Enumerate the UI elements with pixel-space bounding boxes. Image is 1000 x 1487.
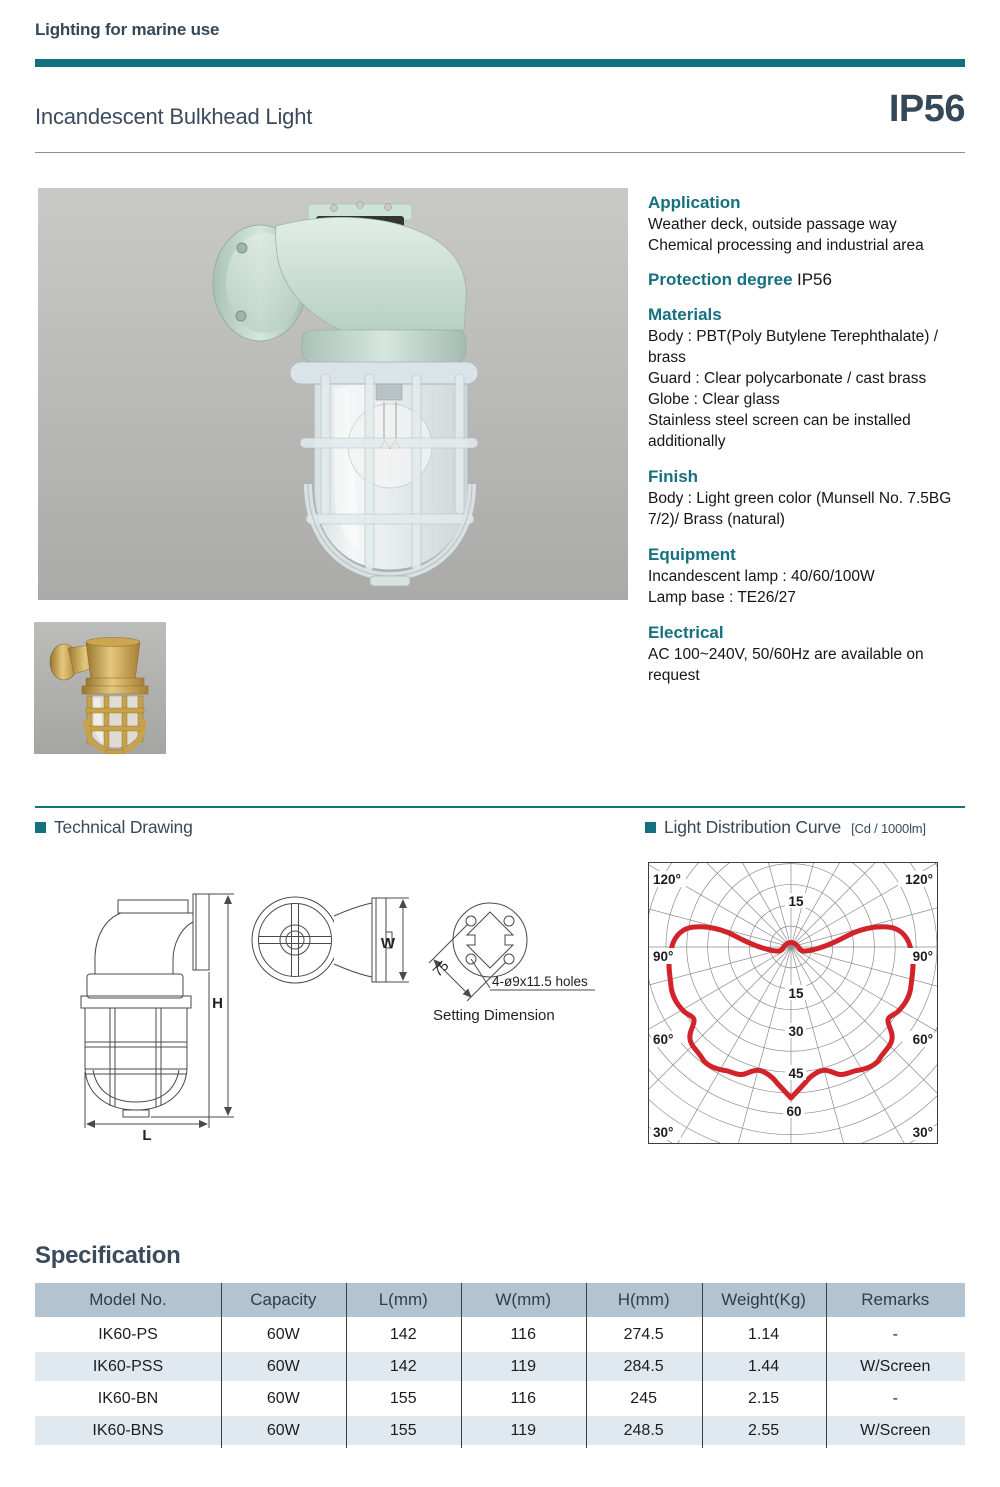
dim-label-l: L: [142, 1127, 152, 1144]
guard-ring: [300, 438, 478, 448]
square-bullet-icon: [645, 822, 656, 833]
col-h: H(mm): [586, 1283, 702, 1320]
cell: 2.15: [702, 1384, 826, 1416]
table-column-divider: [461, 1283, 462, 1448]
product-photo-green: [38, 188, 628, 600]
page-title: Incandescent Bulkhead Light: [35, 104, 313, 129]
cell: W/Screen: [825, 1416, 965, 1448]
cell: 60W: [221, 1384, 346, 1416]
cell: 248.5: [586, 1416, 702, 1448]
col-l: L(mm): [346, 1283, 461, 1320]
col-w: W(mm): [461, 1283, 586, 1320]
lamp-base: [376, 384, 402, 400]
tick-15-top: 15: [788, 894, 804, 909]
angle-30-right: 30°: [912, 1125, 933, 1140]
guard-foot: [370, 576, 410, 586]
cell: IK60-PS: [35, 1320, 221, 1352]
technical-drawing-heading: [35, 817, 193, 838]
cell: 1.44: [702, 1352, 826, 1384]
table-column-divider: [346, 1283, 347, 1448]
heading-text: Technical Drawing: [54, 817, 193, 837]
cell: 2.55: [702, 1416, 826, 1448]
guard-ring: [306, 514, 474, 524]
cell: 60W: [221, 1320, 346, 1352]
light-distribution-chart: [648, 862, 938, 1144]
cell: 142: [346, 1320, 461, 1352]
detail-line: Incandescent lamp : 40/60/100W: [648, 568, 875, 585]
cell: 1.14: [702, 1320, 826, 1352]
angle-90-left: 90°: [653, 949, 674, 964]
tick-45: 45: [788, 1066, 804, 1081]
section-electrical: [648, 622, 966, 686]
tick-15: 15: [788, 986, 804, 1001]
angle-120-left: 120°: [653, 872, 681, 887]
mount-screw: [236, 311, 246, 321]
section-materials: [648, 304, 966, 452]
angle-120-right: 120°: [905, 872, 933, 887]
cell: 116: [461, 1320, 586, 1352]
cell: 119: [461, 1352, 586, 1384]
table-column-divider: [826, 1283, 827, 1448]
mount-screw: [237, 243, 247, 253]
cell: 119: [461, 1416, 586, 1448]
cell: 116: [461, 1384, 586, 1416]
guard-top-ring: [290, 362, 478, 384]
neck-flange: [302, 330, 466, 362]
section-heading: Electrical: [648, 623, 724, 642]
cell: 60W: [221, 1416, 346, 1448]
col-remarks: Remarks: [825, 1283, 965, 1320]
detail-line: AC 100~240V, 50/60Hz are available on request: [648, 646, 924, 684]
section-divider: [35, 806, 965, 808]
tick-60: 60: [786, 1104, 802, 1119]
cell: 245: [586, 1384, 702, 1416]
angle-90-right: 90°: [912, 949, 933, 964]
angle-60-left: 60°: [653, 1032, 674, 1047]
section-heading: Equipment: [648, 545, 736, 564]
heading-text: Light Distribution Curve: [664, 817, 842, 837]
detail-line: Lamp base : TE26/27: [648, 589, 796, 606]
col-capacity: Capacity: [221, 1283, 346, 1320]
holes-note: 4-ø9x11.5 holes: [492, 974, 588, 989]
detail-line: Body : Light green color (Munsell No. 7.5BG 7/2)/ Brass (natural): [648, 490, 952, 528]
dim-label-h: H: [212, 995, 223, 1012]
cell: -: [825, 1384, 965, 1416]
light-distribution-heading: [645, 817, 926, 838]
cell: 274.5: [586, 1320, 702, 1352]
section-heading: Protection degree: [648, 270, 793, 289]
col-model: Model No.: [35, 1283, 221, 1320]
cell: IK60-BNS: [35, 1416, 221, 1448]
section-application: [648, 192, 966, 256]
angle-60-right: 60°: [912, 1032, 933, 1047]
setting-dimension-caption: Setting Dimension: [433, 1007, 555, 1024]
technical-drawing: [35, 856, 620, 1146]
section-protection-degree: [648, 270, 966, 290]
specification-heading: Specification: [35, 1242, 181, 1269]
cell: 284.5: [586, 1352, 702, 1384]
dim-label-pitch: 75: [429, 957, 452, 980]
cell: W/Screen: [825, 1352, 965, 1384]
cell: 155: [346, 1384, 461, 1416]
header-accent-bar: [35, 59, 965, 67]
detail-line: Guard : Clear polycarbonate / cast brass: [648, 370, 927, 387]
tick-30: 30: [788, 1024, 804, 1039]
col-weight: Weight(Kg): [702, 1283, 826, 1320]
section-finish: [648, 466, 966, 530]
table-column-divider: [702, 1283, 703, 1448]
specification-table-wrap: [35, 1283, 965, 1448]
detail-line: Stainless steel screen can be installed additionally: [648, 412, 911, 450]
cell: 155: [346, 1416, 461, 1448]
section-equipment: [648, 544, 966, 608]
cell: 60W: [221, 1352, 346, 1384]
product-photo-brass: [34, 622, 166, 754]
cell: IK60-PSS: [35, 1352, 221, 1384]
cell: 142: [346, 1352, 461, 1384]
section-heading: Application: [648, 193, 741, 212]
section-heading: Materials: [648, 305, 722, 324]
table-column-divider: [221, 1283, 222, 1448]
product-details: [648, 192, 966, 700]
cell: IK60-BN: [35, 1384, 221, 1416]
detail-line: Globe : Clear glass: [648, 391, 780, 408]
curve-unit-label: [Cd / 1000lm]: [851, 821, 926, 836]
angle-30-left: 30°: [653, 1125, 674, 1140]
protection-degree-value: IP56: [797, 270, 832, 289]
protection-class-badge: IP56: [888, 88, 965, 130]
dim-label-w: W: [380, 935, 395, 952]
cell: -: [825, 1320, 965, 1352]
detail-line: Weather deck, outside passage way: [648, 216, 897, 233]
title-divider: [35, 152, 965, 153]
square-bullet-icon: [35, 822, 46, 833]
page-kicker: Lighting for marine use: [35, 20, 220, 39]
detail-line: Body : PBT(Poly Butylene Terephthalate) / brass: [648, 328, 939, 366]
table-column-divider: [586, 1283, 587, 1448]
section-heading: Finish: [648, 467, 699, 486]
detail-line: Chemical processing and industrial area: [648, 237, 924, 254]
